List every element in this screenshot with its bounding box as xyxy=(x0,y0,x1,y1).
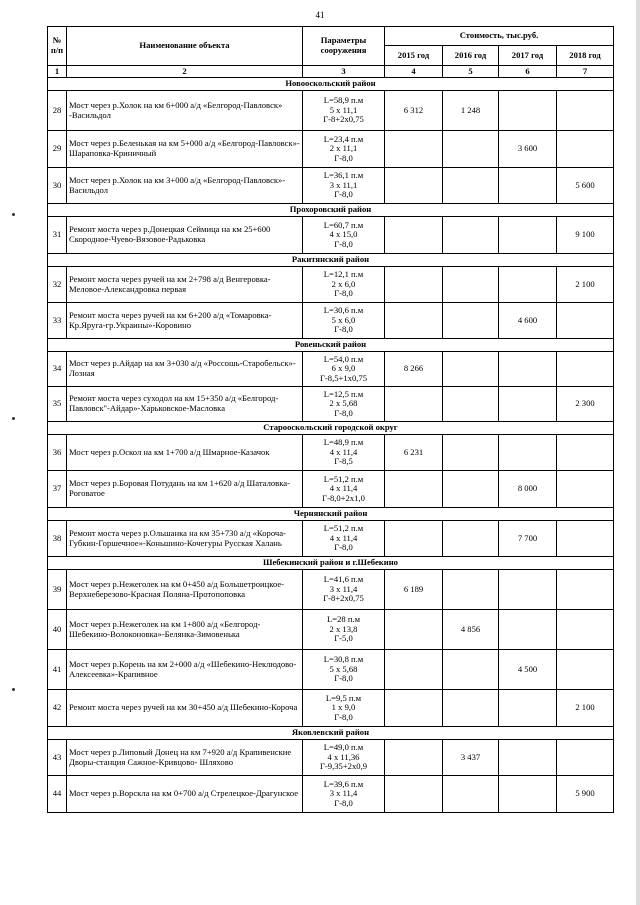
param-line: Г-8,0 xyxy=(334,324,353,335)
structure-params xyxy=(303,91,385,131)
cost-y2018: 5 900 xyxy=(557,776,614,813)
cost-y2015 xyxy=(385,650,443,690)
param-line: 2 х 6,0 xyxy=(331,278,356,289)
object-name: Ремонт моста через ручей на км 2+798 а/д Венгеровка-Меловое-Александровка первая xyxy=(67,267,303,303)
object-name: Мост через р.Корень на км 2+000 а/д «Шебекино-Неклюдово-Алексеевка»-Крапивное xyxy=(67,650,303,690)
param-line: Г-8,0 xyxy=(334,673,353,684)
param-line: Г-8+2х0,75 xyxy=(323,114,364,125)
cost-y2018: 2 300 xyxy=(557,387,614,422)
param-line: Г-8,0 xyxy=(334,711,353,722)
cost-y2016 xyxy=(443,217,499,254)
structure-params xyxy=(303,650,385,690)
structure-params xyxy=(303,387,385,422)
cost-y2015 xyxy=(385,217,443,254)
row-number: 43 xyxy=(48,740,67,776)
structure-params xyxy=(303,303,385,339)
object-name: Мост через р.Нежеголек на км 1+800 а/д «Белгород-Шебекино-Волоконовка»-Белянка-Зимовенька xyxy=(67,610,303,650)
cost-y2017 xyxy=(499,776,557,813)
scan-edge xyxy=(636,0,640,905)
object-name: Мост через р.Айдар на км 3+030 а/д «Россошь-Старобельск»-Лозная xyxy=(67,352,303,387)
cost-y2017 xyxy=(499,570,557,610)
param-line: Г-8,0+2х1,0 xyxy=(322,492,365,503)
cost-y2015: 6 231 xyxy=(385,435,443,471)
header-num: № п/п xyxy=(48,27,67,66)
row-number: 34 xyxy=(48,352,67,387)
section-row xyxy=(48,78,614,91)
cost-y2017 xyxy=(499,352,557,387)
column-number: 1 xyxy=(48,66,67,78)
cost-y2015: 6 189 xyxy=(385,570,443,610)
header-year-2017: 2017 год xyxy=(499,45,557,65)
cost-y2015: 6 312 xyxy=(385,91,443,131)
param-line: 4 х 11,4 xyxy=(329,532,358,543)
cost-y2015 xyxy=(385,776,443,813)
table-row xyxy=(48,387,614,422)
param-line: 5 х 5,68 xyxy=(329,663,358,674)
cost-y2018 xyxy=(557,435,614,471)
cost-y2017 xyxy=(499,690,557,727)
param-line: L=60,7 п.м xyxy=(323,219,364,230)
table-row xyxy=(48,740,614,776)
cost-y2016 xyxy=(443,471,499,508)
object-name: Ремонт моста через р.Донецкая Сеймица на км 25+600 Скородное-Чуево-Вязовое-Радьковка xyxy=(67,217,303,254)
param-line: 4 х 11,4 xyxy=(329,446,358,457)
section-title: Ровеньский район xyxy=(48,339,614,352)
cost-y2017: 4 600 xyxy=(499,303,557,339)
table-row xyxy=(48,91,614,131)
header-row-1 xyxy=(48,27,614,46)
param-line: Г-8,0 xyxy=(334,797,353,808)
margin-dot xyxy=(12,688,15,691)
section-title: Чернянский район xyxy=(48,508,614,521)
cost-y2015 xyxy=(385,740,443,776)
object-name: Ремонт моста через р.Ольшанка на км 35+730 а/д «Короча-Губкин-Горшечное»-Коньшино-Кочегуры Русская Халань xyxy=(67,521,303,557)
cost-y2018: 2 100 xyxy=(557,267,614,303)
header-year-2018: 2018 год xyxy=(557,45,614,65)
cost-y2016 xyxy=(443,690,499,727)
table-row xyxy=(48,570,614,610)
object-name: Мост через р.Беленькая на км 5+000 а/д «Белгород-Павловск»-Шараповка-Криничный xyxy=(67,131,303,168)
section-row xyxy=(48,204,614,217)
column-number: 2 xyxy=(67,66,303,78)
object-name: Мост через р.Ворскла на км 0+700 а/д Стрелецкое-Драгунское xyxy=(67,776,303,813)
section-title: Ракитянский район xyxy=(48,254,614,267)
section-title: Старооскольский городской округ xyxy=(48,422,614,435)
object-name: Мост через р.Боровая Потудань на км 1+620 а/д Шаталовка-Роговатое xyxy=(67,471,303,508)
table-row xyxy=(48,168,614,204)
row-number: 31 xyxy=(48,217,67,254)
cost-y2018: 9 100 xyxy=(557,217,614,254)
param-line: 4 х 15,0 xyxy=(329,229,358,240)
param-line: L=9,5 п.м xyxy=(325,692,362,703)
param-line: 2 х 5,68 xyxy=(329,398,358,409)
cost-y2017 xyxy=(499,610,557,650)
cost-y2018 xyxy=(557,303,614,339)
column-number: 4 xyxy=(385,66,443,78)
table-row xyxy=(48,776,614,813)
header-year-2015: 2015 год xyxy=(385,45,443,65)
table-row xyxy=(48,471,614,508)
row-number: 44 xyxy=(48,776,67,813)
column-number: 5 xyxy=(443,66,499,78)
cost-y2018 xyxy=(557,610,614,650)
margin-dot xyxy=(12,417,15,420)
cost-y2016: 4 856 xyxy=(443,610,499,650)
row-number: 32 xyxy=(48,267,67,303)
page-number: 41 xyxy=(315,10,325,20)
param-line: 2 х 11,1 xyxy=(329,143,358,154)
structure-params xyxy=(303,352,385,387)
row-number: 28 xyxy=(48,91,67,131)
row-number: 37 xyxy=(48,471,67,508)
object-name: Ремонт моста через ручей на км 6+200 а/д «Томаровка-Кр.Яруга-гр.Украины»-Коровино xyxy=(67,303,303,339)
param-line: L=48,9 п.м xyxy=(323,437,364,448)
param-line: 3 х 11,4 xyxy=(329,788,358,799)
param-line: Г-9,35+2х0,9 xyxy=(319,761,368,772)
param-line: L=39,6 п.м xyxy=(323,778,364,789)
param-line: L=28 п.м xyxy=(326,614,361,625)
param-line: 3 х 11,1 xyxy=(329,179,358,190)
column-numbers-row xyxy=(48,66,614,78)
cost-y2016 xyxy=(443,387,499,422)
section-row xyxy=(48,727,614,740)
cost-y2015 xyxy=(385,303,443,339)
param-line: L=36,1 п.м xyxy=(323,170,364,181)
structure-params xyxy=(303,267,385,303)
section-row xyxy=(48,508,614,521)
header-name: Наименование объекта xyxy=(67,27,303,66)
cost-y2017: 8 000 xyxy=(499,471,557,508)
cost-y2016 xyxy=(443,521,499,557)
margin-dot xyxy=(12,213,15,216)
param-line: Г-8,5 xyxy=(334,456,353,467)
cost-y2017 xyxy=(499,267,557,303)
table-row xyxy=(48,217,614,254)
table-row xyxy=(48,650,614,690)
object-name: Мост через р.Оскол на км 1+700 а/д Шмарное-Казачок xyxy=(67,435,303,471)
section-row xyxy=(48,557,614,570)
param-line: Г-8,0 xyxy=(334,407,353,418)
cost-y2017 xyxy=(499,387,557,422)
param-line: 6 х 9,0 xyxy=(331,363,356,374)
header-cost: Стоимость, тыс.руб. xyxy=(385,27,614,46)
cost-y2015 xyxy=(385,521,443,557)
param-line: Г-8,0 xyxy=(334,238,353,249)
structure-params xyxy=(303,435,385,471)
row-number: 35 xyxy=(48,387,67,422)
table-row xyxy=(48,131,614,168)
structure-params xyxy=(303,168,385,204)
param-line: L=54,0 п.м xyxy=(323,353,364,364)
cost-y2016 xyxy=(443,435,499,471)
param-line: 3 х 11,4 xyxy=(329,583,358,594)
section-row xyxy=(48,339,614,352)
cost-y2016 xyxy=(443,352,499,387)
row-number: 38 xyxy=(48,521,67,557)
param-line: L=49,0 п.м xyxy=(323,742,364,753)
column-number: 6 xyxy=(499,66,557,78)
cost-y2016 xyxy=(443,776,499,813)
structure-params xyxy=(303,776,385,813)
cost-y2018 xyxy=(557,91,614,131)
row-number: 39 xyxy=(48,570,67,610)
section-title: Яковлевский район xyxy=(48,727,614,740)
section-row xyxy=(48,254,614,267)
cost-y2016 xyxy=(443,168,499,204)
cost-y2016 xyxy=(443,267,499,303)
param-line: Г-8+2х0,75 xyxy=(323,593,364,604)
param-line: L=51,2 п.м xyxy=(323,473,364,484)
structure-params xyxy=(303,217,385,254)
cost-y2015 xyxy=(385,131,443,168)
param-line: L=51,2 п.м xyxy=(323,523,364,534)
cost-y2018 xyxy=(557,740,614,776)
param-line: 1 х 9,0 xyxy=(331,702,356,713)
object-name: Мост через р.Липовый Донец на км 7+920 а/д Крапивенские Дворы-станция Сажное-Кривцово- Шляхово xyxy=(67,740,303,776)
cost-y2018 xyxy=(557,521,614,557)
section-title: Прохоровский район xyxy=(48,204,614,217)
cost-y2016 xyxy=(443,650,499,690)
structure-params xyxy=(303,690,385,727)
object-name: Ремонт моста через суходол на км 15+350 а/д «Белгород-Павловск"-Айдар»-Харьковское-Масловка xyxy=(67,387,303,422)
cost-y2015: 8 266 xyxy=(385,352,443,387)
row-number: 29 xyxy=(48,131,67,168)
row-number: 30 xyxy=(48,168,67,204)
cost-y2016 xyxy=(443,131,499,168)
row-number: 33 xyxy=(48,303,67,339)
object-name: Мост через р.Холок на км 3+000 а/д «Белгород-Павловск»-Васильдол xyxy=(67,168,303,204)
param-line: 5 х 11,1 xyxy=(329,104,358,115)
cost-y2016 xyxy=(443,303,499,339)
param-line: L=23,4 п.м xyxy=(323,133,364,144)
param-line: L=41,6 п.м xyxy=(323,574,364,585)
cost-y2017 xyxy=(499,91,557,131)
section-title: Шебекинский район и г.Шебекино xyxy=(48,557,614,570)
cost-y2016: 3 437 xyxy=(443,740,499,776)
cost-y2018 xyxy=(557,352,614,387)
row-number: 42 xyxy=(48,690,67,727)
cost-y2017 xyxy=(499,217,557,254)
param-line: Г-8,0 xyxy=(334,152,353,163)
table-row xyxy=(48,352,614,387)
structure-params xyxy=(303,131,385,168)
object-name: Мост через р.Нежеголек на км 0+450 а/д Большетроицкое-Верхнеберезово-Красная Поляна-Протопоповка xyxy=(67,570,303,610)
param-line: 2 х 13,8 xyxy=(329,623,358,634)
header-year-2016: 2016 год xyxy=(443,45,499,65)
table-row xyxy=(48,267,614,303)
cost-y2018: 2 100 xyxy=(557,690,614,727)
cost-y2015 xyxy=(385,471,443,508)
cost-y2018: 5 600 xyxy=(557,168,614,204)
param-line: 5 х 6,0 xyxy=(331,314,356,325)
table-row xyxy=(48,521,614,557)
param-line: Г-8,0 xyxy=(334,542,353,553)
structure-params xyxy=(303,610,385,650)
cost-y2017 xyxy=(499,740,557,776)
column-number: 3 xyxy=(303,66,385,78)
bridge-works-table xyxy=(47,26,614,813)
cost-y2015 xyxy=(385,610,443,650)
structure-params xyxy=(303,570,385,610)
cost-y2017 xyxy=(499,435,557,471)
table-row xyxy=(48,303,614,339)
cost-y2015 xyxy=(385,387,443,422)
table-row xyxy=(48,690,614,727)
row-number: 41 xyxy=(48,650,67,690)
section-title: Новооскольский район xyxy=(48,78,614,91)
cost-y2017: 4 500 xyxy=(499,650,557,690)
column-number: 7 xyxy=(557,66,614,78)
param-line: Г-8,5+1х0,75 xyxy=(319,372,368,383)
param-line: L=12,5 п.м xyxy=(323,388,364,399)
structure-params xyxy=(303,471,385,508)
table-row xyxy=(48,435,614,471)
row-number: 36 xyxy=(48,435,67,471)
row-number: 40 xyxy=(48,610,67,650)
param-line: L=30,6 п.м xyxy=(323,305,364,316)
structure-params xyxy=(303,521,385,557)
cost-y2018 xyxy=(557,131,614,168)
param-line: L=58,9 п.м xyxy=(323,95,364,106)
cost-y2018 xyxy=(557,471,614,508)
param-line: 4 х 11,36 xyxy=(327,751,360,762)
cost-y2017 xyxy=(499,168,557,204)
cost-y2015 xyxy=(385,267,443,303)
cost-y2017: 3 600 xyxy=(499,131,557,168)
param-line: Г-8,0 xyxy=(334,189,353,200)
param-line: 4 х 11,4 xyxy=(329,483,358,494)
object-name: Мост через р.Холок на км 6+000 а/д «Белгород-Павловск» -Васильдол xyxy=(67,91,303,131)
cost-y2018 xyxy=(557,650,614,690)
cost-y2018 xyxy=(557,570,614,610)
cost-y2016 xyxy=(443,570,499,610)
cost-y2015 xyxy=(385,168,443,204)
param-line: Г-8,0 xyxy=(334,288,353,299)
param-line: L=12,1 п.м xyxy=(323,269,364,280)
param-line: L=30,8 п.м xyxy=(323,654,364,665)
cost-y2015 xyxy=(385,690,443,727)
table-row xyxy=(48,610,614,650)
object-name: Ремонт моста через ручей на км 30+450 а/д Шебекино-Короча xyxy=(67,690,303,727)
param-line: Г-5,0 xyxy=(334,633,353,644)
cost-y2017: 7 700 xyxy=(499,521,557,557)
header-params: Параметры сооружения xyxy=(303,27,385,66)
cost-y2016: 1 248 xyxy=(443,91,499,131)
section-row xyxy=(48,422,614,435)
structure-params xyxy=(303,740,385,776)
